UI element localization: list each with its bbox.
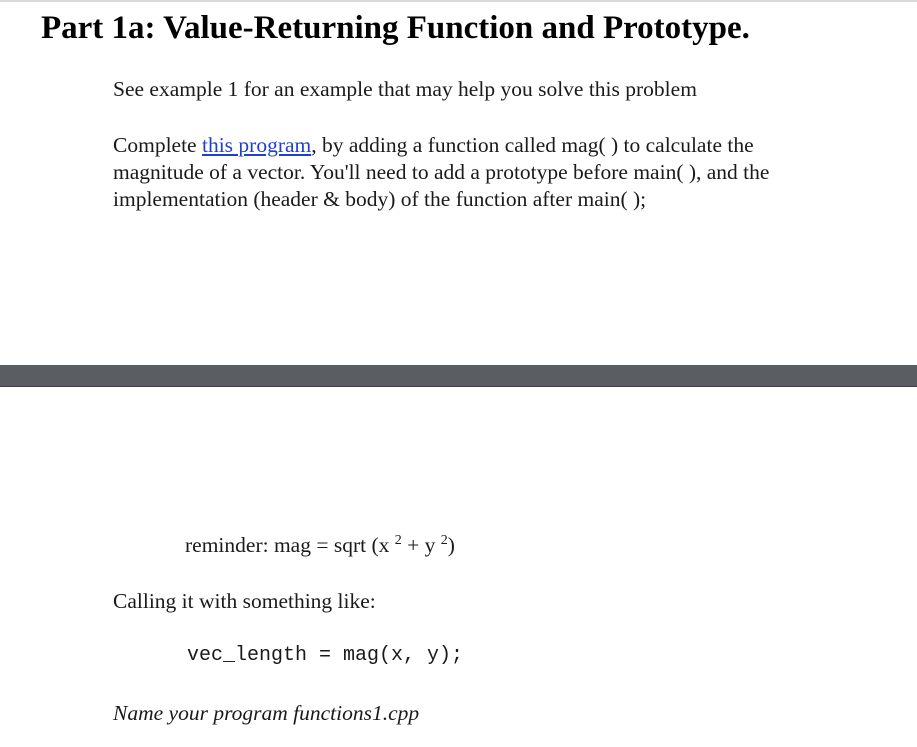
this-program-link[interactable]: this program	[201, 133, 312, 157]
reminder-formula	[185, 532, 455, 559]
page-separator	[0, 365, 917, 387]
program-name-note: Name your program functions1.cpp	[113, 701, 420, 725]
calling-text: Calling it with something like:	[113, 589, 376, 613]
top-rule	[0, 0, 917, 2]
task-paragraph	[113, 132, 873, 213]
y-exponent: 2	[440, 533, 448, 548]
page-title: Part 1a: Value-Returning Function and Prototype.	[41, 10, 750, 46]
task-line-1	[113, 132, 873, 159]
reminder-middle: + y	[401, 533, 441, 557]
code-example: vec_length = mag(x, y);	[187, 644, 464, 667]
task-line-3: implementation (header & body) of the function after main( );	[113, 187, 647, 211]
intro-paragraph: See example 1 for an example that may help you solve this problem	[113, 77, 697, 101]
x-exponent: 2	[394, 533, 402, 548]
reminder-prefix: reminder: mag = sqrt (x	[185, 533, 395, 557]
task-text-after-link: , by adding a function called mag( ) to calculate the	[311, 133, 754, 157]
task-line-2: magnitude of a vector. You'll need to add a prototype before main( ), and the	[113, 160, 770, 184]
task-text-before-link: Complete	[113, 133, 202, 157]
reminder-suffix: )	[447, 533, 455, 557]
